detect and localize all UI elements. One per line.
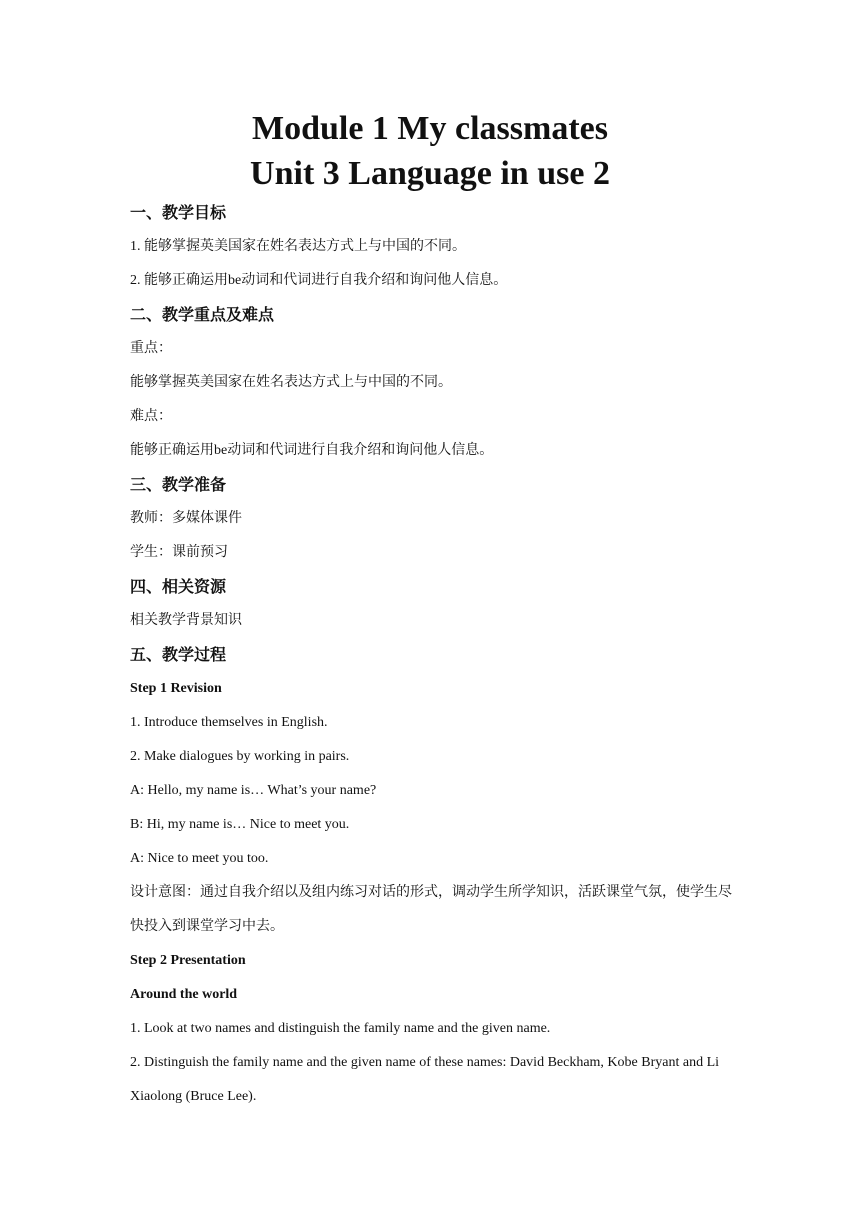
section-heading-key-points: 二、教学重点及难点 — [130, 305, 275, 324]
section-heading-objectives: 一、教学目标 — [130, 203, 227, 222]
step1-line: A: Hello, my name is… What’s your name? — [130, 783, 377, 798]
difficult-point-text: 能够正确运用be动词和代词进行自我介绍和询问他人信息。 — [130, 443, 494, 458]
preparation-teacher: 教师：多媒体课件 — [130, 511, 242, 526]
preparation-student: 学生：课前预习 — [130, 545, 228, 560]
step2-subtitle: Around the world — [130, 987, 238, 1002]
difficult-point-label: 难点： — [130, 409, 172, 424]
title-block — [0, 106, 860, 196]
resources-text: 相关教学背景知识 — [130, 613, 242, 628]
step1-line: A: Nice to meet you too. — [130, 851, 269, 866]
section-heading-preparation: 三、教学准备 — [130, 475, 227, 494]
step1-line: 2. Make dialogues by working in pairs. — [130, 749, 350, 764]
step1-design-intent: 设计意图：通过自我介绍以及组内练习对话的形式，调动学生所学知识，活跃课堂气氛，使学生尽快投入到课堂学习中去。 — [130, 885, 732, 934]
key-point-label: 重点： — [130, 341, 172, 356]
step2-title: Step 2 Presentation — [130, 953, 246, 968]
step2-line: 2. Distinguish the family name and the given name of these names: David Beckham, Kobe Bryant and Li Xiaolong (Bruce Lee). — [130, 1055, 720, 1104]
section-heading-resources: 四、相关资源 — [130, 577, 227, 596]
module-title: Module 1 My classmates — [251, 110, 608, 147]
step1-line: 1. Introduce themselves in English. — [130, 715, 328, 730]
step1-title: Step 1 Revision — [130, 681, 222, 696]
section-heading-process: 五、教学过程 — [130, 645, 227, 664]
unit-title: Unit 3 Language in use 2 — [250, 155, 610, 192]
step1-line: B: Hi, my name is… Nice to meet you. — [130, 817, 350, 832]
document-body — [130, 196, 740, 1114]
key-point-text: 能够掌握英美国家在姓名表达方式上与中国的不同。 — [130, 375, 452, 390]
step2-line: 1. Look at two names and distinguish the family name and the given name. — [130, 1021, 551, 1036]
objective-item: 1. 能够掌握英美国家在姓名表达方式上与中国的不同。 — [130, 239, 466, 254]
objective-item: 2. 能够正确运用be动词和代词进行自我介绍和询问他人信息。 — [130, 273, 508, 288]
